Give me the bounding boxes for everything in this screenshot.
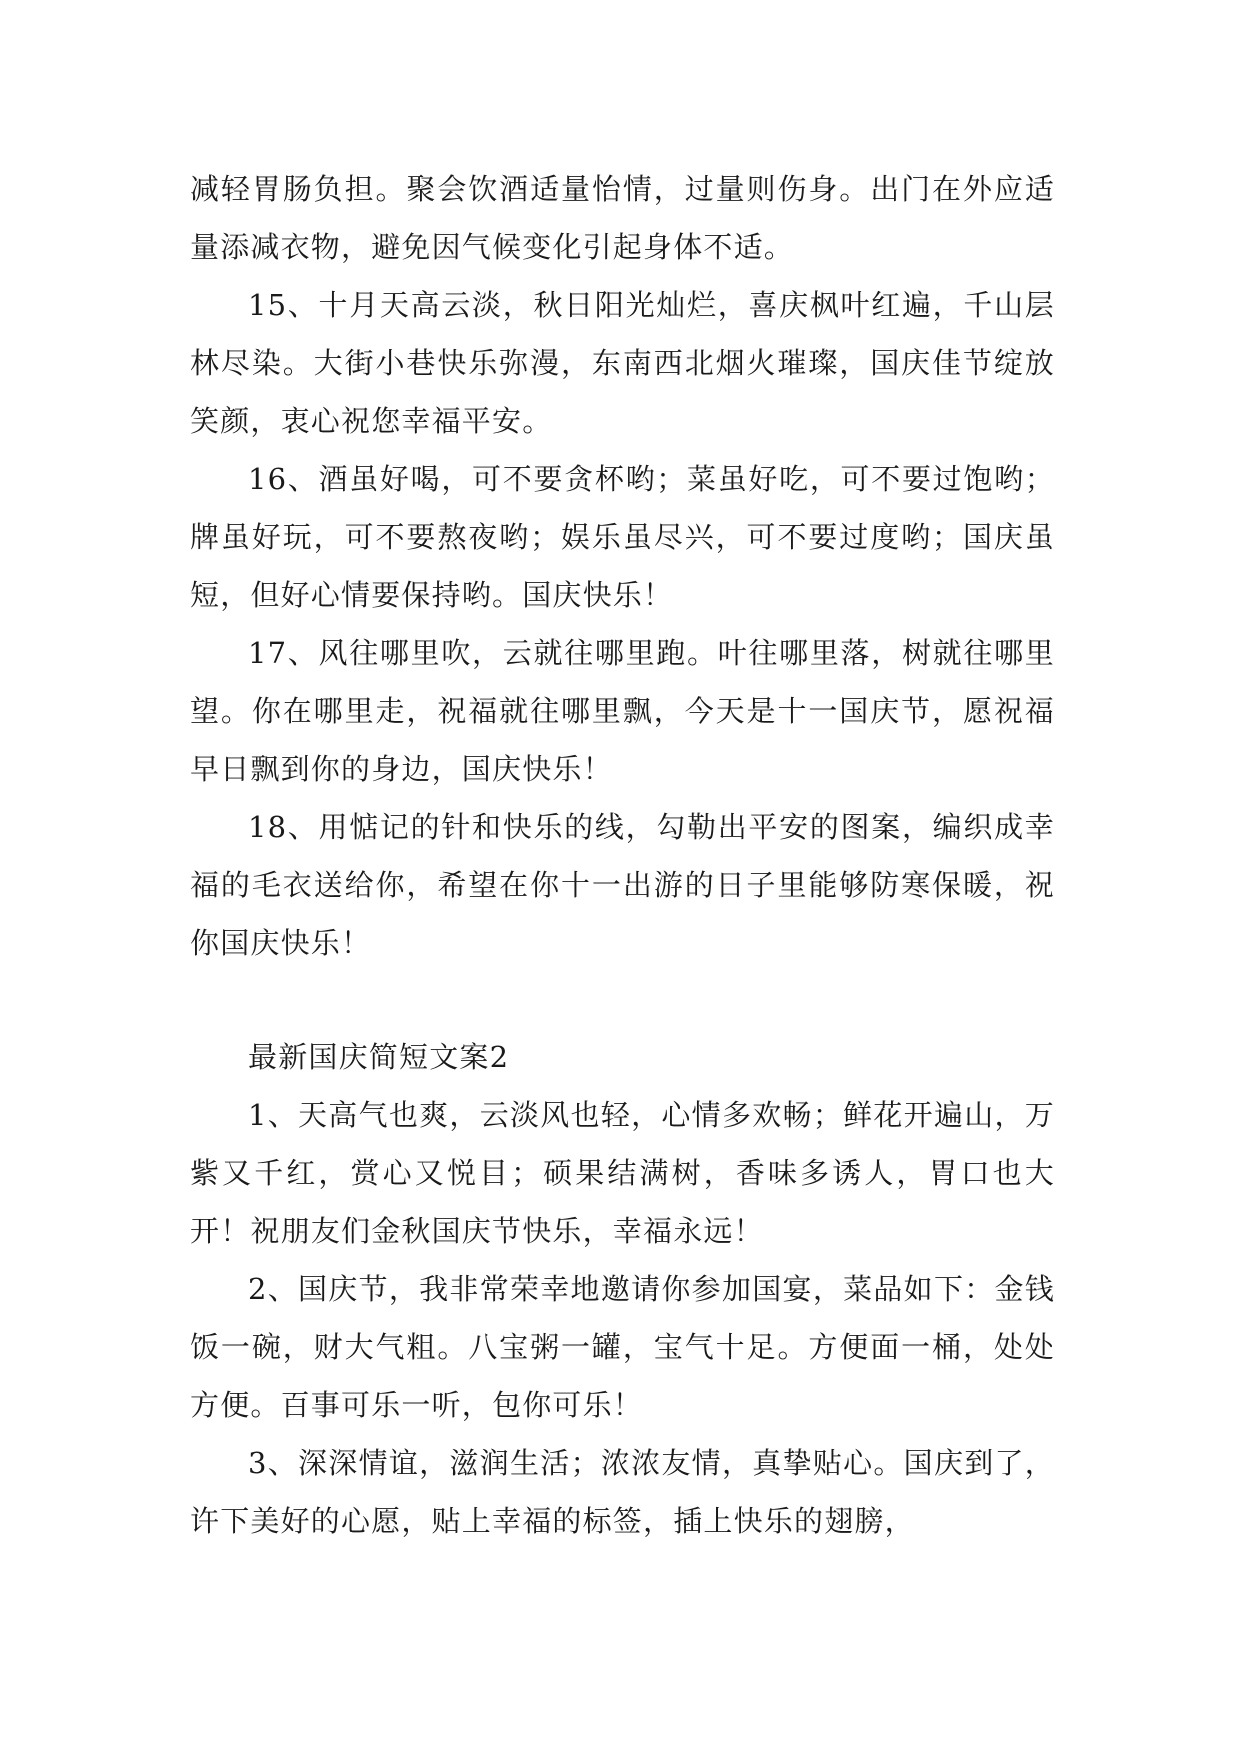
paragraph-item-1: 1、天高气也爽，云淡风也轻，心情多欢畅；鲜花开遍山，万紫又千红，赏心又悦目；硕果结满树，香味多诱人，胃口也大开！祝朋友们金秋国庆节快乐，幸福永远！: [190, 1098, 1055, 1248]
paragraph-item-17: 17、风往哪里吹，云就往哪里跑。叶往哪里落，树就往哪里望。你在哪里走，祝福就往哪里飘，今天是十一国庆节，愿祝福早日飘到你的身边，国庆快乐！: [190, 636, 1055, 786]
paragraph-item-16: 16、酒虽好喝，可不要贪杯哟；菜虽好吃，可不要过饱哟；牌虽好玩，可不要熬夜哟；娱乐虽尽兴，可不要过度哟；国庆虽短，但好心情要保持哟。国庆快乐！: [190, 462, 1055, 612]
paragraph-item-18: 18、用惦记的针和快乐的线，勾勒出平安的图案，编织成幸福的毛衣送给你，希望在你十一出游的日子里能够防寒保暖，祝你国庆快乐！: [190, 810, 1055, 960]
section-heading: 最新国庆简短文案2: [248, 1040, 510, 1074]
paragraph-item-2: 2、国庆节，我非常荣幸地邀请你参加国宴，菜品如下：金钱饭一碗，财大气粗。八宝粥一罐，宝气十足。方便面一桶，处处方便。百事可乐一听，包你可乐！: [190, 1272, 1055, 1422]
paragraph-item-3: 3、深深情谊，滋润生活；浓浓友情，真挚贴心。国庆到了，许下美好的心愿，贴上幸福的标签，插上快乐的翅膀，: [190, 1446, 1055, 1538]
paragraph-continuation: 减轻胃肠负担。聚会饮酒适量怡情，过量则伤身。出门在外应适量添减衣物，避免因气候变化引起身体不适。: [190, 172, 1055, 264]
paragraph-item-15: 15、十月天高云淡，秋日阳光灿烂，喜庆枫叶红遍，千山层林尽染。大街小巷快乐弥漫，东南西北烟火璀璨，国庆佳节绽放笑颜，衷心祝您幸福平安。: [190, 288, 1055, 438]
document-body: [190, 160, 1055, 1550]
